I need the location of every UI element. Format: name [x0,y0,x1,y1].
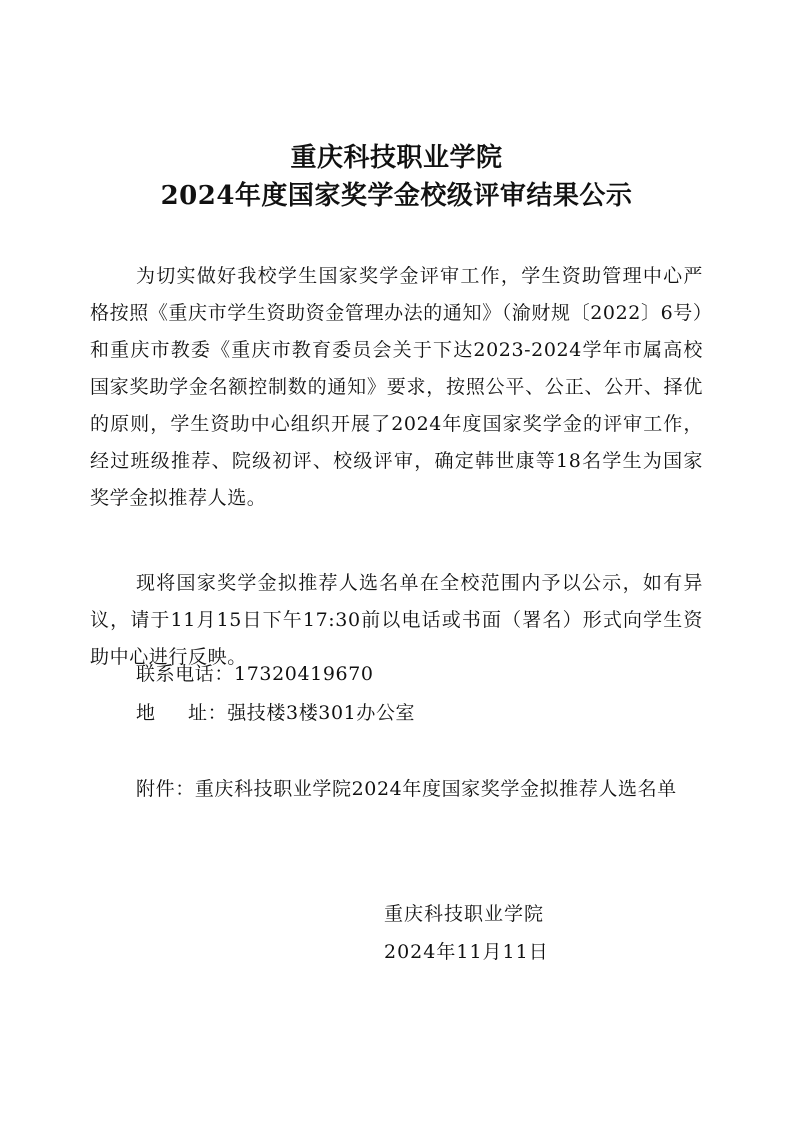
contact-phone-line [136,656,374,693]
document-title: 重庆科技职业学院 [290,143,503,173]
attachment-line [136,771,677,808]
contact-address-line [136,695,415,732]
attachment-text: 重庆科技职业学院2024年度国家奖学金拟推荐人选名单 [194,778,677,800]
signature-organization: 重庆科技职业学院 [384,903,545,925]
phone-number: 17320419670 [234,663,374,685]
document-subtitle: 2024年度国家奖学金校级评审结果公示 [160,181,633,211]
body-paragraph-2: 现将国家奖学金拟推荐人选名单在全校范围内予以公示，如有异议，请于11月15日下午17:30前以电话或书面（署名）形式向学生资助中心进行反映。 [90,572,703,668]
address-value: 强技楼3楼301办公室 [227,702,416,724]
attachment-label: 附件： [136,778,195,800]
body-paragraph-1: 为切实做好我校学生国家奖学金评审工作，学生资助管理中心严格按照《重庆市学生资助资金管理办法的通知》（渝财规〔2022〕6号）和重庆市教委《重庆市教育委员会关于下达2023-2024学年市属高校国家奖助学金名额控制数的通知》要求，按照公平、公正、公开、择优的原则，学生资助中心组织开展了2024年度国家奖学金的评审工作，经过班级推荐、院级初评、校级评审，确定韩世康等18名学生为国家奖学金拟推荐人选。 [90,265,703,509]
address-label-part2: 址： [188,702,228,724]
signature-date: 2024年11月11日 [384,941,549,963]
phone-label: 联系电话： [136,663,235,685]
address-label-part1: 地 [136,702,156,724]
